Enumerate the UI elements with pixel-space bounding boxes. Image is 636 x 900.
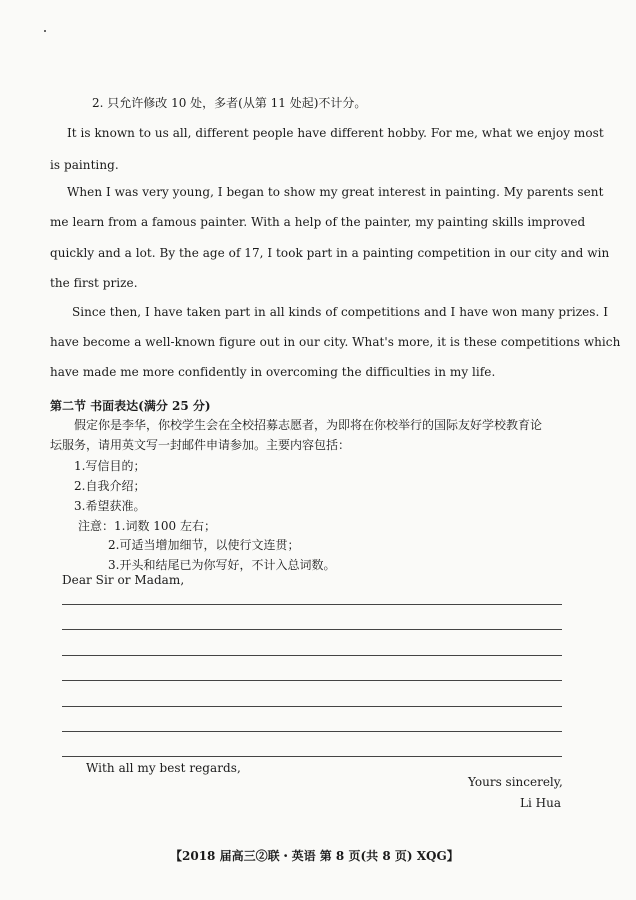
writing-line bbox=[62, 604, 562, 605]
passage-line-4: me learn from a famous painter. With a help of the painter, my painting skills improved bbox=[50, 215, 586, 229]
passage-line-1: It is known to us all, different people have different hobby. For me, what we enjoy most bbox=[67, 126, 604, 140]
point-2: 2.自我介绍； bbox=[74, 479, 146, 493]
passage-line-3: When I was very young, I began to show my great interest in painting. My parents sent bbox=[67, 185, 604, 199]
note-3: 3.开头和结尾已为你写好，不计入总词数。 bbox=[108, 558, 336, 572]
salutation: Dear Sir or Madam, bbox=[62, 573, 185, 587]
page-footer: 【2018 届高三②联・英语 第 8 页(共 8 页) XQG】 bbox=[170, 849, 459, 863]
writing-line bbox=[62, 629, 562, 630]
passage-line-7: Since then, I have taken part in all kinds of competitions and I have won many prizes. I bbox=[72, 305, 609, 319]
passage-line-6: the first prize. bbox=[50, 276, 138, 290]
scan-speck bbox=[44, 30, 46, 32]
prompt-line-1: 假定你是李华，你校学生会在全校招募志愿者，为即将在你校举行的国际友好学校教育论 bbox=[74, 418, 543, 432]
passage-line-9: have made me more confidently in overcoming the difficulties in my life. bbox=[50, 365, 496, 379]
writing-line bbox=[62, 706, 562, 707]
closing: With all my best regards, bbox=[86, 761, 241, 775]
signature: Li Hua bbox=[520, 796, 561, 810]
passage-line-2: is painting. bbox=[50, 158, 119, 172]
writing-line bbox=[62, 731, 562, 732]
passage-line-8: have become a well-known figure out in our city. What's more, it is these competitions which bbox=[50, 335, 621, 349]
section-title: 第二节 书面表达(满分 25 分) bbox=[50, 399, 211, 413]
point-3: 3.希望获准。 bbox=[74, 499, 146, 513]
point-1: 1.写信目的； bbox=[74, 459, 146, 473]
signoff: Yours sincerely, bbox=[468, 775, 563, 789]
note-2: 2.可适当增加细节，以使行文连贯； bbox=[108, 538, 300, 552]
writing-line bbox=[62, 756, 562, 757]
writing-line bbox=[62, 655, 562, 656]
instruction-note: 2. 只允许修改 10 处，多者(从第 11 处起)不计分。 bbox=[92, 96, 367, 110]
prompt-line-2: 坛服务，请用英文写一封邮件申请参加。主要内容包括： bbox=[50, 438, 351, 452]
note-1: 注意：1.词数 100 左右； bbox=[78, 519, 216, 533]
writing-line bbox=[62, 680, 562, 681]
passage-line-5: quickly and a lot. By the age of 17, I took part in a painting competition in our city and win bbox=[50, 246, 610, 260]
